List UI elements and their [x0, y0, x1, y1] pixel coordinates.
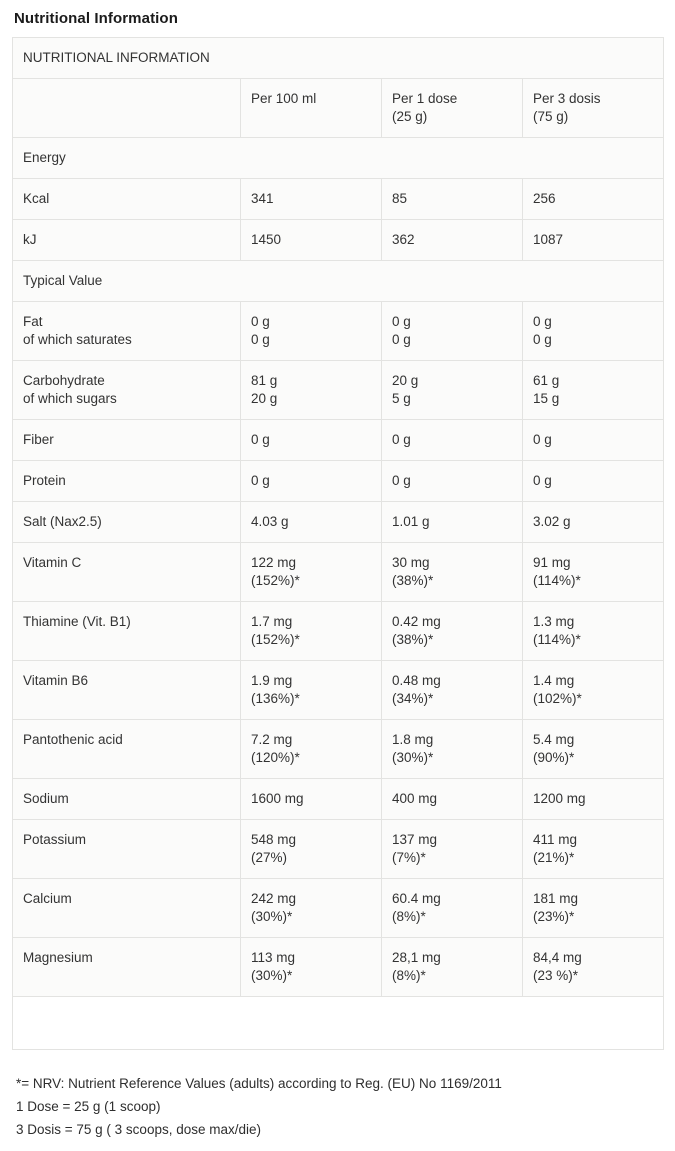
row-label: Fat of which saturates — [13, 302, 241, 361]
row-value-2: 28,1 mg (8%)* — [382, 938, 523, 997]
row-value-3: 1.4 mg (102%)* — [523, 661, 664, 720]
row-value-1: 548 mg (27%) — [241, 820, 382, 879]
table-caption: NUTRITIONAL INFORMATION — [13, 38, 664, 79]
row-value-2: 137 mg (7%)* — [382, 820, 523, 879]
row-label: Kcal — [13, 179, 241, 220]
row-value-2: 362 — [382, 220, 523, 261]
row-value-2: 0 g 0 g — [382, 302, 523, 361]
row-label: Magnesium — [13, 938, 241, 997]
row-value-3: 1.3 mg (114%)* — [523, 602, 664, 661]
table-section-row — [13, 138, 664, 179]
row-value-2: 0 g — [382, 461, 523, 502]
row-label: Protein — [13, 461, 241, 502]
row-value-2: 0.42 mg (38%)* — [382, 602, 523, 661]
table-row — [13, 543, 664, 602]
row-value-1: 341 — [241, 179, 382, 220]
table-header-row — [13, 79, 664, 138]
row-value-3: 0 g 0 g — [523, 302, 664, 361]
row-value-1: 0 g 0 g — [241, 302, 382, 361]
row-value-2: 1.8 mg (30%)* — [382, 720, 523, 779]
row-value-2: 0.48 mg (34%)* — [382, 661, 523, 720]
row-value-1: 7.2 mg (120%)* — [241, 720, 382, 779]
table-row — [13, 461, 664, 502]
row-label: Fiber — [13, 420, 241, 461]
row-value-2: 20 g 5 g — [382, 361, 523, 420]
row-label: Pantothenic acid — [13, 720, 241, 779]
row-value-2: 30 mg (38%)* — [382, 543, 523, 602]
row-value-1: 0 g — [241, 461, 382, 502]
table-row — [13, 720, 664, 779]
table-row — [13, 502, 664, 543]
footnote-2: 1 Dose = 25 g (1 scoop) — [16, 1099, 161, 1114]
row-value-3: 256 — [523, 179, 664, 220]
row-value-1: 4.03 g — [241, 502, 382, 543]
row-value-3: 84,4 mg (23 %)* — [523, 938, 664, 997]
row-value-3: 1200 mg — [523, 779, 664, 820]
footnote-1: *= NRV: Nutrient Reference Values (adults) according to Reg. (EU) No 1169/2011 — [16, 1076, 502, 1091]
table-row — [13, 179, 664, 220]
row-value-2: 0 g — [382, 420, 523, 461]
row-label: Carbohydrate of which sugars — [13, 361, 241, 420]
table-row — [13, 820, 664, 879]
row-label: Vitamin B6 — [13, 661, 241, 720]
row-value-1: 1.9 mg (136%)* — [241, 661, 382, 720]
row-value-2: 85 — [382, 179, 523, 220]
table-row — [13, 938, 664, 997]
row-value-1: 81 g 20 g — [241, 361, 382, 420]
table-spacer-cell — [13, 997, 664, 1050]
row-value-1: 242 mg (30%)* — [241, 879, 382, 938]
row-value-1: 1450 — [241, 220, 382, 261]
row-label: Potassium — [13, 820, 241, 879]
page-title: Nutritional Information — [14, 10, 178, 27]
footnotes — [16, 1072, 661, 1141]
row-label: Sodium — [13, 779, 241, 820]
row-value-3: 411 mg (21%)* — [523, 820, 664, 879]
row-value-3: 61 g 15 g — [523, 361, 664, 420]
column-header-blank — [13, 79, 241, 138]
row-value-3: 181 mg (23%)* — [523, 879, 664, 938]
table-row — [13, 602, 664, 661]
row-label: kJ — [13, 220, 241, 261]
table-section-row — [13, 261, 664, 302]
nutrition-table-body — [13, 38, 664, 1050]
row-value-3: 0 g — [523, 461, 664, 502]
row-value-2: 400 mg — [382, 779, 523, 820]
table-row — [13, 420, 664, 461]
row-value-1: 0 g — [241, 420, 382, 461]
row-value-1: 1.7 mg (152%)* — [241, 602, 382, 661]
row-value-3: 1087 — [523, 220, 664, 261]
table-section-label: Energy — [13, 138, 664, 179]
table-caption-row — [13, 38, 664, 79]
table-row — [13, 361, 664, 420]
table-row — [13, 220, 664, 261]
table-row — [13, 302, 664, 361]
column-header-per-1-dose: Per 1 dose (25 g) — [382, 79, 523, 138]
row-label: Calcium — [13, 879, 241, 938]
row-value-3: 91 mg (114%)* — [523, 543, 664, 602]
nutrition-table — [12, 37, 664, 1050]
row-label: Vitamin C — [13, 543, 241, 602]
row-value-3: 3.02 g — [523, 502, 664, 543]
column-header-per-100ml: Per 100 ml — [241, 79, 382, 138]
row-value-2: 1.01 g — [382, 502, 523, 543]
table-section-label: Typical Value — [13, 261, 664, 302]
row-value-2: 60.4 mg (8%)* — [382, 879, 523, 938]
footnote-3: 3 Dosis = 75 g ( 3 scoops, dose max/die) — [16, 1122, 261, 1137]
table-row — [13, 661, 664, 720]
table-row — [13, 779, 664, 820]
row-label: Salt (Nax2.5) — [13, 502, 241, 543]
row-value-1: 1600 mg — [241, 779, 382, 820]
row-label: Thiamine (Vit. B1) — [13, 602, 241, 661]
row-value-1: 113 mg (30%)* — [241, 938, 382, 997]
table-row — [13, 879, 664, 938]
row-value-1: 122 mg (152%)* — [241, 543, 382, 602]
row-value-3: 5.4 mg (90%)* — [523, 720, 664, 779]
table-spacer-row — [13, 997, 664, 1050]
column-header-per-3-dosis: Per 3 dosis (75 g) — [523, 79, 664, 138]
row-value-3: 0 g — [523, 420, 664, 461]
